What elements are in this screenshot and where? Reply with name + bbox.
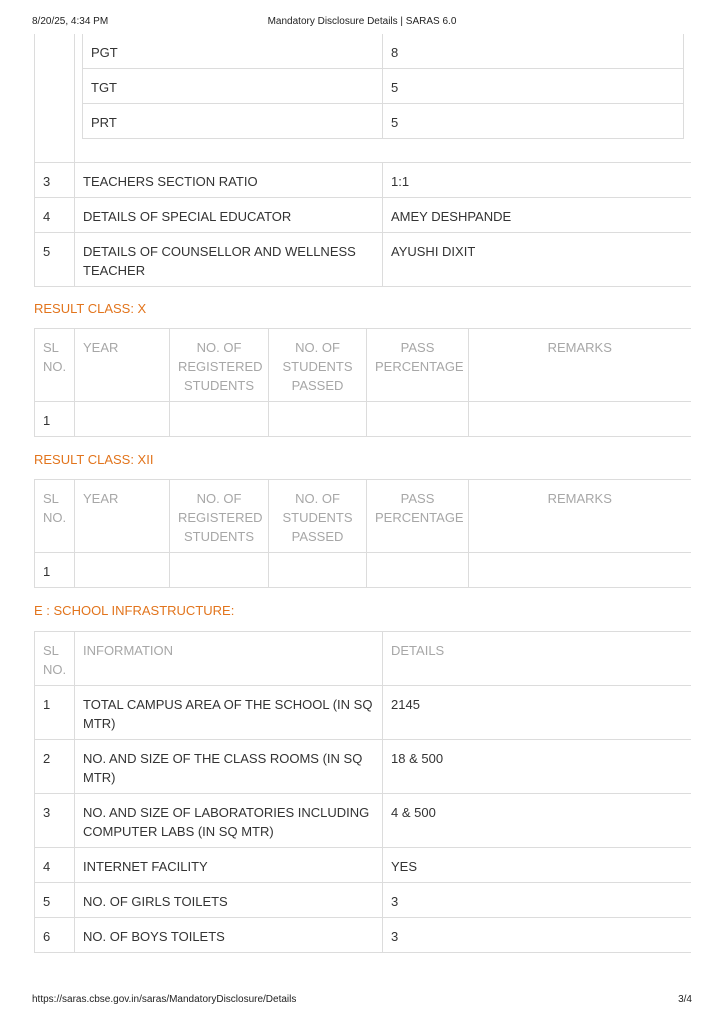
details-cell: 3: [383, 883, 691, 918]
page-number: 3/4: [678, 994, 692, 1005]
infrastructure-title: E : SCHOOL INFRASTRUCTURE:: [34, 603, 235, 618]
staff-value: 5: [383, 104, 684, 139]
col-header-passed: NO. OF STUDENTS PASSED: [269, 480, 367, 553]
table-row: [35, 740, 691, 794]
table-row: [35, 198, 691, 233]
table-row: [35, 553, 691, 588]
col-header-remarks: REMARKS: [469, 329, 691, 402]
col-header-year: YEAR: [75, 480, 170, 553]
staff-value: 5: [383, 69, 684, 104]
info-cell: NO. AND SIZE OF LABORATORIES INCLUDING COMPUTER LABS (IN SQ MTR): [75, 794, 383, 848]
print-title: Mandatory Disclosure Details | SARAS 6.0: [267, 16, 457, 27]
passed-cell: [269, 402, 367, 437]
result-x-title: RESULT CLASS: X: [34, 301, 147, 316]
table-row: [35, 883, 691, 918]
staff-label: TGT: [83, 69, 383, 104]
table-row: [83, 34, 684, 69]
passed-cell: [269, 553, 367, 588]
col-header-registered: NO. OF REGISTERED STUDENTS: [170, 480, 269, 553]
result-x-table: [34, 328, 691, 437]
col-header-information: INFORMATION: [75, 632, 383, 686]
table-header-row: [35, 632, 691, 686]
info-cell: INTERNET FACILITY: [75, 848, 383, 883]
remarks-cell: [469, 402, 691, 437]
staff-section-divider: [74, 34, 75, 162]
staff-breakdown-table: [82, 34, 684, 139]
col-header-sl: SL NO.: [35, 329, 75, 402]
table-row: [83, 104, 684, 139]
info-cell: DETAILS OF COUNSELLOR AND WELLNESS TEACHER: [75, 233, 383, 287]
col-header-pass-percentage: PASS PERCENTAGE: [367, 329, 469, 402]
sl-cell: 5: [35, 233, 75, 287]
result-xii-table: [34, 479, 691, 588]
info-cell: NO. OF BOYS TOILETS: [75, 918, 383, 953]
staff-label: PRT: [83, 104, 383, 139]
sl-cell: 1: [35, 553, 75, 588]
sl-cell: 3: [35, 163, 75, 198]
sl-cell: 3: [35, 794, 75, 848]
table-row: [83, 69, 684, 104]
registered-cell: [170, 553, 269, 588]
info-cell: NO. OF GIRLS TOILETS: [75, 883, 383, 918]
pass-percentage-cell: [367, 553, 469, 588]
table-row: [35, 163, 691, 198]
col-header-passed: NO. OF STUDENTS PASSED: [269, 329, 367, 402]
details-cell: 4 & 500: [383, 794, 691, 848]
col-header-year: YEAR: [75, 329, 170, 402]
staff-label: PGT: [83, 34, 383, 69]
year-cell: [75, 402, 170, 437]
print-date: 8/20/25, 4:34 PM: [32, 16, 109, 27]
table-row: [35, 794, 691, 848]
details-cell: AYUSHI DIXIT: [383, 233, 691, 287]
table-row: [35, 918, 691, 953]
sl-cell: 6: [35, 918, 75, 953]
col-header-sl: SL NO.: [35, 632, 75, 686]
col-header-sl: SL NO.: [35, 480, 75, 553]
table-header-row: [35, 329, 691, 402]
details-cell: AMEY DESHPANDE: [383, 198, 691, 233]
infrastructure-table: [34, 631, 691, 953]
remarks-cell: [469, 553, 691, 588]
registered-cell: [170, 402, 269, 437]
staff-details-table: [34, 162, 691, 287]
col-header-pass-percentage: PASS PERCENTAGE: [367, 480, 469, 553]
print-header: [32, 16, 692, 30]
details-cell: 3: [383, 918, 691, 953]
sl-cell: 1: [35, 686, 75, 740]
col-header-registered: NO. OF REGISTERED STUDENTS: [170, 329, 269, 402]
sl-cell: 4: [35, 198, 75, 233]
details-cell: 18 & 500: [383, 740, 691, 794]
table-header-row: [35, 480, 691, 553]
details-cell: YES: [383, 848, 691, 883]
col-header-details: DETAILS: [383, 632, 691, 686]
table-row: [35, 402, 691, 437]
info-cell: NO. AND SIZE OF THE CLASS ROOMS (IN SQ MTR): [75, 740, 383, 794]
info-cell: TOTAL CAMPUS AREA OF THE SCHOOL (IN SQ MTR): [75, 686, 383, 740]
staff-value: 8: [383, 34, 684, 69]
info-cell: DETAILS OF SPECIAL EDUCATOR: [75, 198, 383, 233]
sl-cell: 2: [35, 740, 75, 794]
year-cell: [75, 553, 170, 588]
table-row: [35, 686, 691, 740]
table-row: [35, 848, 691, 883]
col-header-remarks: REMARKS: [469, 480, 691, 553]
details-cell: 2145: [383, 686, 691, 740]
page-url: https://saras.cbse.gov.in/saras/MandatoryDisclosure/Details: [32, 994, 297, 1005]
print-footer: [32, 994, 692, 1008]
pass-percentage-cell: [367, 402, 469, 437]
table-row: [35, 233, 691, 287]
sl-cell: 5: [35, 883, 75, 918]
details-cell: 1:1: [383, 163, 691, 198]
sl-cell: 1: [35, 402, 75, 437]
info-cell: TEACHERS SECTION RATIO: [75, 163, 383, 198]
result-xii-title: RESULT CLASS: XII: [34, 452, 154, 467]
sl-cell: 4: [35, 848, 75, 883]
